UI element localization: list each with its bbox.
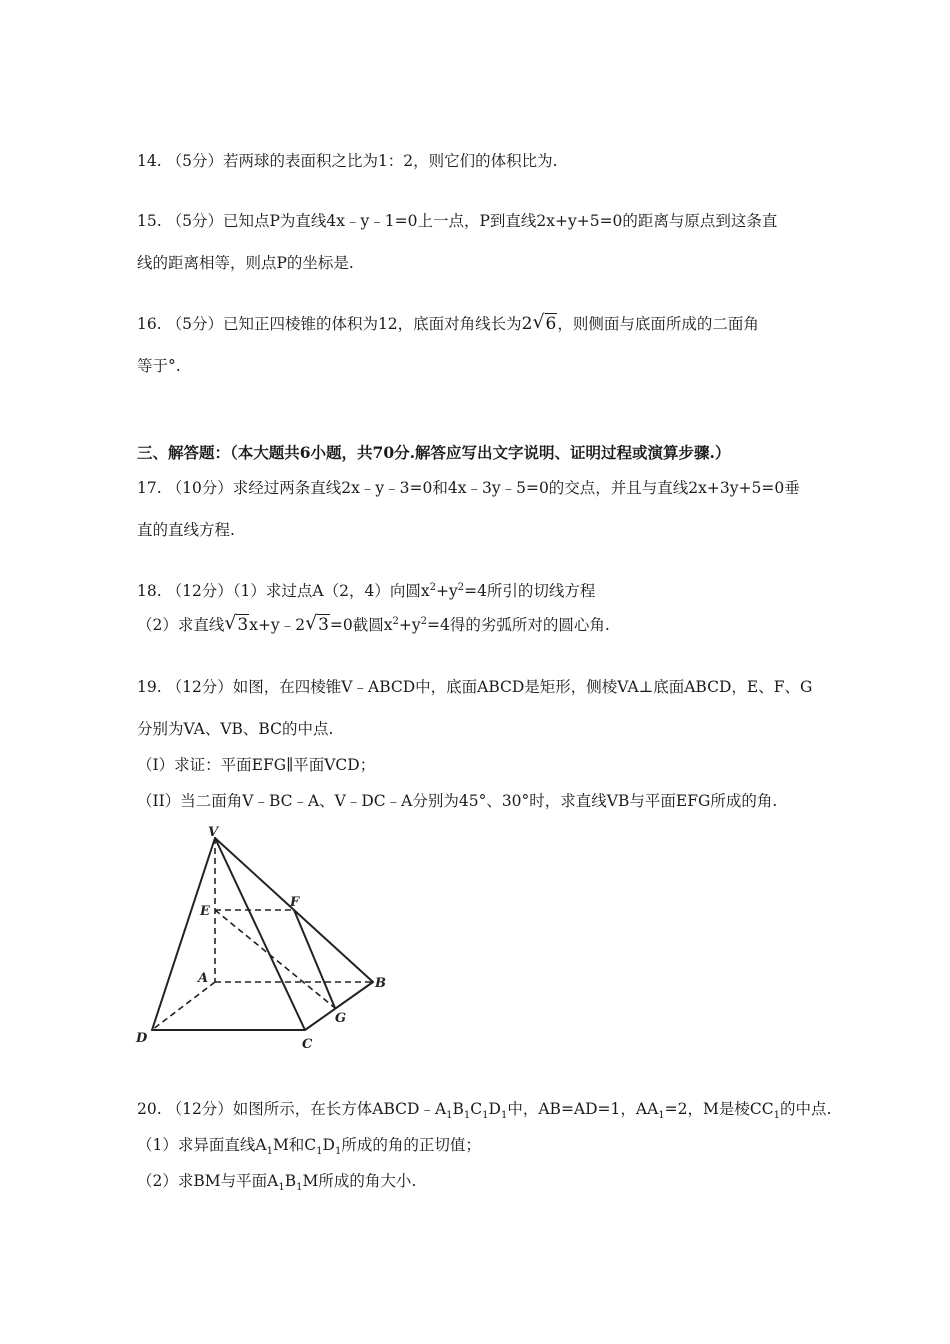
question-18-line-2 [137, 614, 610, 636]
q18-exp-4: 2 [420, 615, 427, 627]
q20-l1-c: C [470, 1100, 483, 1118]
question-20-line-1 [137, 1098, 831, 1120]
label-D: D [136, 1031, 148, 1046]
q20-l2-d: 所成的角的正切值； [341, 1136, 481, 1154]
q20-sub-6: 1 [773, 1110, 780, 1122]
q20-sub-4: 1 [500, 1110, 508, 1122]
q18-l2-e: =4得的劣弧所对的圆心角. [426, 616, 610, 634]
edge-AD [152, 982, 215, 1030]
q17-text-2: 直的直线方程. [137, 521, 235, 539]
q18-radicand-1: 3 [237, 615, 249, 635]
q20-sub-5: 1 [658, 1110, 665, 1122]
q15-text-1: 15. （5分）已知点P为直线4x﹣y﹣1=0上一点，P到直线2x+y+5=0的距离与原点到这条直 [137, 212, 778, 230]
label-G: G [335, 1011, 347, 1026]
q16-text-2: 等于°. [137, 357, 181, 375]
question-18-line-1 [137, 580, 595, 602]
question-17-line-2 [137, 519, 235, 541]
q20-l2-sub-2: 1 [316, 1146, 323, 1158]
pyramid-figure [130, 822, 390, 1052]
q18-l2-b: x+y﹣2 [249, 616, 306, 634]
q18-l1-a: 18. （12分）（1）求过点A（2，4）向圆x [137, 582, 430, 600]
q14-text: 14. （5分）若两球的表面积之比为1：2，则它们的体积比为. [137, 152, 558, 170]
q20-l2-b: M和C [272, 1136, 317, 1154]
q18-exp-1: 2 [429, 581, 436, 593]
label-B: B [375, 976, 386, 991]
q16-radicand: 6 [545, 314, 557, 334]
q20-l3-b: B [284, 1172, 297, 1190]
q20-l2-a: （1）求异面直线A [137, 1136, 267, 1154]
q20-l1-a: 20. （12分）如图所示，在长方体ABCD﹣A [137, 1100, 447, 1118]
question-19-line-1 [137, 676, 812, 698]
q20-sub-1: 1 [446, 1110, 453, 1122]
q18-l1-b: +y [435, 582, 458, 600]
q18-l1-c: =4所引的切线方程 [464, 582, 596, 600]
q20-l1-f: =2，M是棱CC [664, 1100, 774, 1118]
q19-text-2: 分别为VA、VB、BC的中点. [137, 720, 334, 738]
question-17-line-1 [137, 477, 800, 499]
q16-suffix: ，则侧面与底面所成的二面角 [557, 315, 759, 333]
q16-sqrt: √ 6 [532, 311, 557, 334]
question-16-line-1 [137, 313, 759, 335]
edge-VD [152, 838, 215, 1030]
question-19-line-2 [137, 718, 333, 740]
section-3-title [137, 442, 730, 464]
q18-radicand-2: 3 [318, 615, 329, 635]
question-19-line-3 [137, 754, 375, 776]
q20-l3-sub-2: 1 [296, 1182, 303, 1194]
question-20-line-3 [137, 1170, 416, 1192]
question-14 [137, 150, 558, 172]
question-15-line-1 [137, 210, 777, 232]
q18-l2-c: =0截圆x [329, 616, 393, 634]
q20-l2-c: D [322, 1136, 335, 1154]
question-19-line-4 [137, 790, 777, 812]
label-E: E [200, 904, 210, 919]
q20-l2-sub-1: 1 [266, 1146, 273, 1158]
q20-l1-e: 中，AB=AD=1，AA [507, 1100, 659, 1118]
q16-coef: 2 [521, 314, 533, 334]
q15-text-2: 线的距离相等，则点P的坐标是. [137, 254, 354, 272]
edge-FG [294, 910, 335, 1008]
q18-exp-3: 2 [392, 615, 399, 627]
q20-l3-c: M所成的角大小. [302, 1172, 417, 1190]
q20-sub-2: 1 [463, 1110, 471, 1122]
q20-l1-d: D [488, 1100, 501, 1118]
q20-sub-3: 1 [482, 1110, 489, 1122]
q18-sqrt-1: √ 3 [224, 612, 249, 635]
q20-l3-sub-1: 1 [278, 1182, 285, 1194]
q19-text-4: （II）当二面角V﹣BC﹣A、V﹣DC﹣A分别为45°、30°时，求直线VB与平面EFG所成的角. [137, 792, 778, 810]
question-16-line-2 [137, 355, 181, 377]
q16-prefix: 16. （5分）已知正四棱锥的体积为12，底面对角线长为 [137, 315, 522, 333]
q20-l1-g: 的中点. [780, 1100, 832, 1118]
q18-l2-a: （2）求直线 [137, 616, 225, 634]
q19-text-3: （I）求证：平面EFG∥平面VCD； [137, 756, 376, 774]
edge-VC [215, 838, 305, 1030]
q18-sqrt-2: √ 3 [305, 612, 329, 635]
label-A: A [198, 971, 209, 986]
q17-text-1: 17. （10分）求经过两条直线2x﹣y﹣3=0和4x﹣3y﹣5=0的交点，并且与直线2x+3y+5=0垂 [137, 479, 800, 497]
q18-l2-d: +y [398, 616, 421, 634]
edge-EG [215, 910, 335, 1008]
question-20-line-2 [137, 1134, 481, 1156]
label-C: C [302, 1037, 313, 1052]
label-F: F [290, 895, 300, 910]
question-15-line-2 [137, 252, 354, 274]
label-V: V [208, 825, 219, 840]
q20-l1-b: B [452, 1100, 464, 1118]
q18-exp-2: 2 [457, 581, 465, 593]
q20-l3-a: （2）求BM与平面A [137, 1172, 279, 1190]
section-3-title-text: 三、解答题：（本大题共6小题，共70分.解答应写出文字说明、证明过程或演算步骤.） [137, 443, 731, 462]
q20-l2-sub-3: 1 [334, 1146, 342, 1158]
q19-text-1: 19. （12分）如图，在四棱锥V﹣ABCD中，底面ABCD是矩形，侧棱VA⊥底面ABCD，E、F、G [137, 678, 813, 696]
